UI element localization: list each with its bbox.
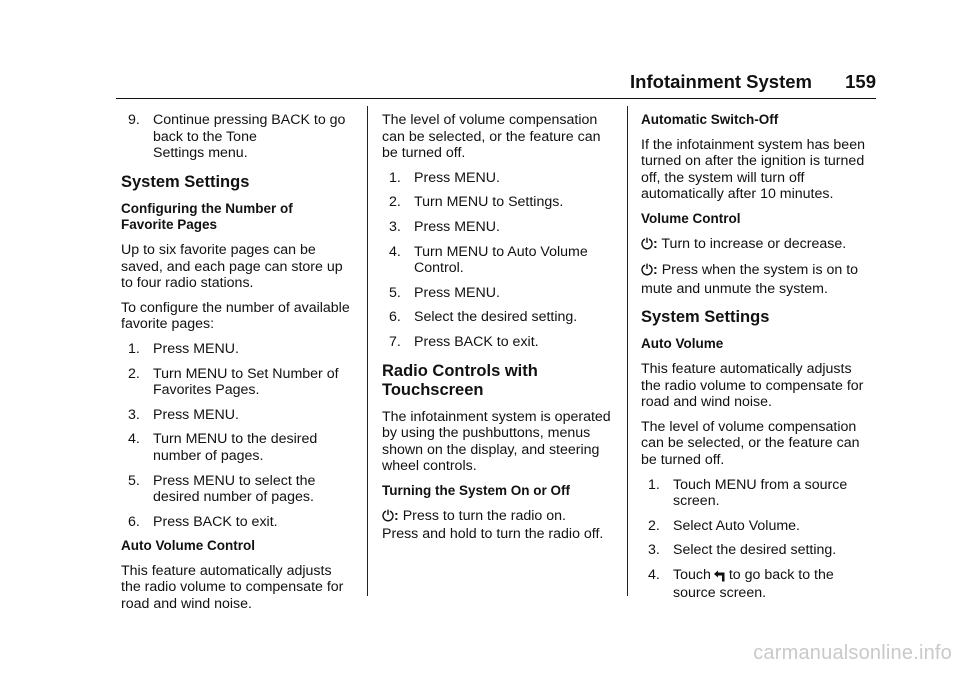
paragraph-feature: This feature automatically adjusts the radio volume to compensate for road and wind noise.	[641, 360, 864, 411]
step-number: 1.	[128, 340, 140, 357]
step-text: Touch	[673, 566, 711, 583]
heading-system-settings: System Settings	[121, 172, 250, 191]
subheading-auto-volume: Auto Volume	[641, 336, 724, 352]
paragraph-volume-turn: : Turn to increase or decrease.	[641, 236, 881, 255]
step-item	[121, 514, 361, 531]
step-item	[121, 431, 361, 464]
step-text: Press MENU.	[414, 284, 500, 301]
subheading-favorite-pages: Configuring the Number of Favorite Pages	[121, 200, 293, 233]
paragraph-configure: To configure the number of available favorite pages:	[121, 299, 350, 333]
step-item	[121, 473, 361, 506]
step-number: 1.	[648, 476, 660, 493]
step-text: Favorites Pages.	[153, 382, 260, 399]
header-title: Infotainment System	[630, 71, 812, 92]
step-number: 5.	[128, 472, 140, 489]
step-item	[641, 477, 881, 510]
step-item	[641, 542, 881, 559]
step-item	[382, 309, 622, 326]
step-number: 6.	[128, 513, 140, 530]
column-3	[641, 112, 881, 610]
paragraph-volume-press: : Press when the system is on to mute and unmute the system.	[641, 262, 859, 297]
step-text: Select the desired setting.	[673, 542, 837, 559]
step-number: 3.	[648, 542, 660, 559]
column-divider-right	[627, 106, 628, 596]
step-number: 3.	[389, 218, 401, 235]
subheading-auto-switch-off: Automatic Switch-Off	[641, 112, 779, 127]
subheading-auto-volume-control: Auto Volume Control	[121, 538, 255, 554]
step-text: Touch MENU from a source	[673, 476, 848, 493]
step-text: Turn MENU to the desired	[153, 431, 318, 448]
watermark: carmanualsonline.info	[753, 642, 952, 664]
back-arrow-icon	[711, 569, 729, 586]
paragraph-switch-off: If the infotainment system has been turned on after the ignition is turned off, the system will turn off automatically after 10 minutes.	[641, 136, 865, 203]
step-text: desired number of pages.	[153, 489, 314, 506]
step-number: 2.	[648, 517, 660, 534]
paragraph-volume-level: The level of volume compensation can be selected, or the feature can be turned off.	[382, 112, 601, 162]
step-number: 6.	[389, 309, 401, 326]
step-text: Continue pressing BACK to go	[153, 112, 346, 128]
paragraph-auto-volume: This feature automatically adjusts the radio volume to compensate for road and wind noise.	[121, 562, 344, 613]
steps-list	[382, 170, 622, 351]
subheading-on-off: Turning the System On or Off	[382, 482, 571, 498]
step-text: Control.	[414, 260, 464, 277]
step-item	[121, 407, 361, 424]
step-number: 4.	[389, 243, 401, 260]
step-text: Select Auto Volume.	[673, 517, 800, 534]
step-text: Press MENU to select the	[153, 472, 316, 489]
step-item	[382, 244, 622, 277]
step-item	[121, 366, 361, 399]
step-item	[382, 170, 622, 187]
step-text: Press MENU.	[153, 406, 239, 423]
step-number: 5.	[389, 284, 401, 301]
step-text: source screen.	[673, 585, 767, 602]
step-text: Settings menu.	[153, 145, 248, 162]
step-item	[382, 334, 622, 351]
step-text: Press MENU.	[153, 340, 239, 357]
step-text: Turn MENU to Set Number of	[153, 365, 339, 382]
step-item	[382, 219, 622, 236]
step-number: 2.	[389, 194, 401, 211]
step-number: 4.	[648, 566, 660, 583]
step-text: Press MENU.	[414, 218, 500, 235]
steps-list	[641, 477, 881, 559]
step-text: number of pages.	[153, 447, 264, 464]
paragraph-favorites: Up to six favorite pages can be saved, and each page can store up to four radio stations.	[121, 241, 343, 292]
step-text: Turn MENU to Auto Volume	[414, 243, 588, 260]
page-number: 159	[845, 71, 876, 92]
step-text: back to the Tone	[153, 128, 257, 145]
column-2	[382, 112, 622, 551]
step-item	[382, 194, 622, 211]
step-4	[641, 567, 881, 602]
column-divider-left	[367, 106, 368, 596]
step-item	[382, 285, 622, 302]
paragraph-infotainment: The infotainment system is operated by using the pushbuttons, menus shown on the display, and steering wheel controls.	[382, 408, 611, 475]
heading-radio-controls: Radio Controls with Touchscreen	[382, 361, 538, 399]
step-item	[641, 518, 881, 535]
heading-system-settings: System Settings	[641, 308, 770, 327]
step-text: to go back to the	[728, 566, 834, 583]
power-icon	[382, 509, 394, 527]
step-number: 9.	[128, 112, 140, 128]
step-number: 3.	[128, 406, 140, 423]
step-text: Press BACK to exit.	[153, 513, 278, 530]
step-text: screen.	[673, 493, 720, 510]
step-number: 4.	[128, 431, 140, 448]
power-icon	[641, 237, 653, 255]
paragraph-power: : Press to turn the radio on. Press and hold to turn the radio off.	[382, 507, 604, 543]
step-text: Select the desired setting.	[414, 309, 578, 326]
step-item	[121, 341, 361, 358]
column-1	[121, 112, 361, 621]
subheading-volume-control: Volume Control	[641, 210, 741, 226]
steps-list	[121, 341, 361, 530]
step-number: 1.	[389, 169, 401, 186]
step-number: 2.	[128, 365, 140, 382]
header-rule	[116, 98, 876, 99]
step-number: 7.	[389, 333, 401, 350]
step-text: Press BACK to exit.	[414, 333, 539, 350]
paragraph-volume-level: The level of volume compensation can be selected, or the feature can be turned off.	[641, 418, 860, 468]
step-text: Press MENU.	[414, 169, 500, 186]
step-9	[121, 112, 361, 162]
step-text: Turn MENU to Settings.	[414, 194, 564, 211]
power-icon	[641, 263, 653, 281]
